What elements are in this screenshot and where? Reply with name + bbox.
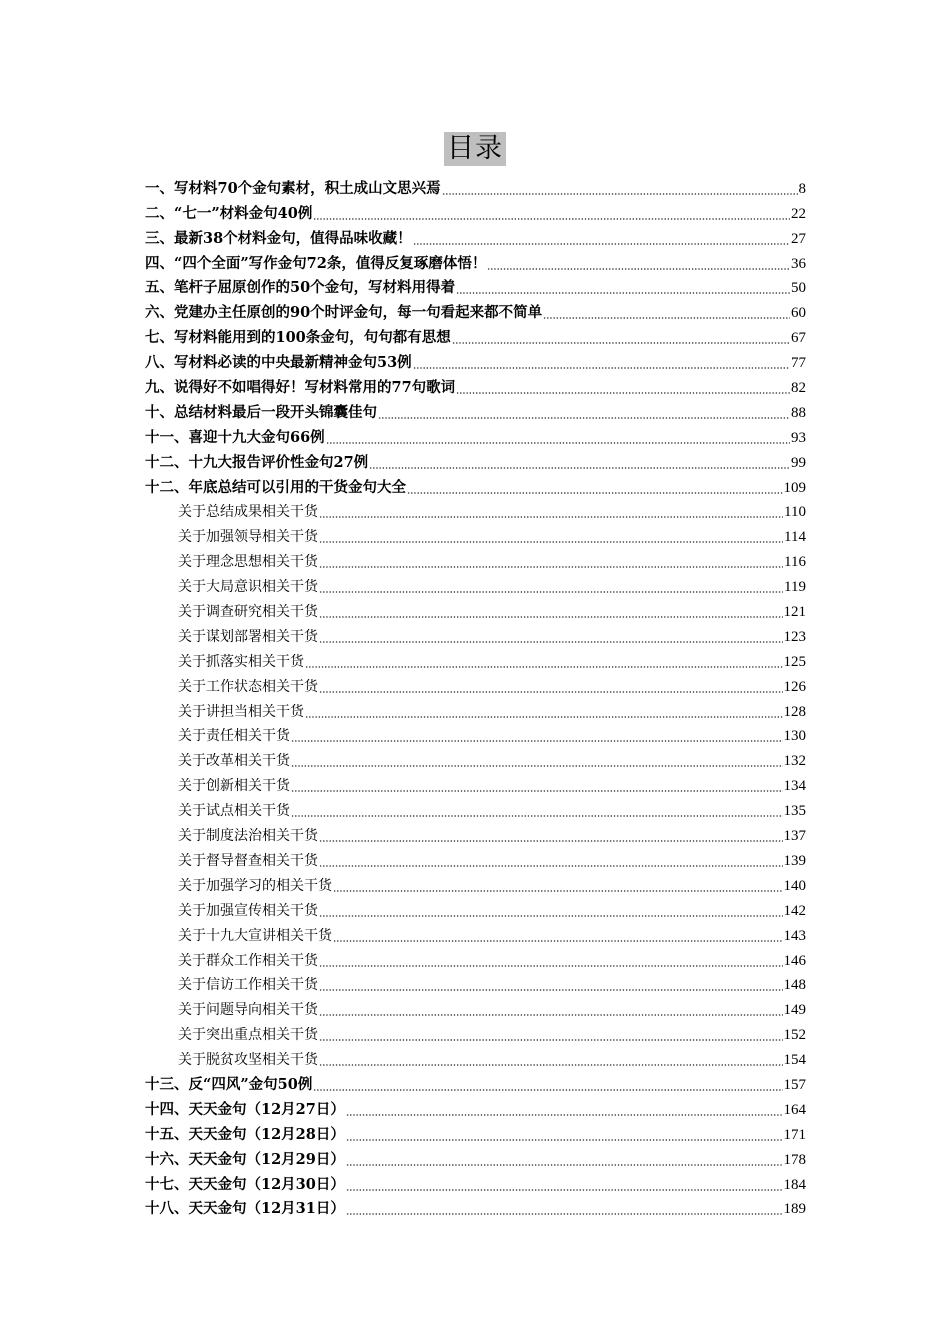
toc-subentry[interactable] (145, 597, 806, 622)
toc-entry[interactable] (145, 1095, 806, 1120)
dot-leader (319, 915, 783, 917)
dot-leader (333, 890, 783, 892)
toc-subentry[interactable] (145, 821, 806, 846)
toc-page-number: 125 (783, 653, 806, 670)
dot-leader (543, 317, 790, 319)
toc-entry-label: 十二、十九大报告评价性金句27例 (145, 453, 369, 471)
toc-entry-label: 关于创新相关干货 (178, 778, 290, 795)
dot-leader (319, 1014, 783, 1016)
toc-entry-label: 关于讲担当相关干货 (178, 703, 304, 720)
dot-leader (452, 342, 790, 344)
toc-entry-label: 关于调查研究相关干货 (178, 604, 318, 621)
toc-subentry[interactable] (145, 871, 806, 896)
toc-entry[interactable] (145, 199, 806, 224)
toc-entry[interactable] (145, 274, 806, 299)
toc-entry-label: 五、笔杆子屈原创作的50个金句，写材料用得着 (145, 279, 456, 297)
toc-entry[interactable] (145, 398, 806, 423)
toc-subentry[interactable] (145, 995, 806, 1020)
toc-entry-label: 九、说得好不如唱得好！写材料常用的77句歌词 (145, 379, 456, 397)
dot-leader (319, 1064, 783, 1066)
toc-title-container (0, 132, 950, 166)
toc-entry[interactable] (145, 249, 806, 274)
toc-page-number: 178 (783, 1151, 806, 1168)
page-title: 目录 (444, 132, 506, 166)
toc-page-number: 77 (791, 355, 806, 372)
toc-entry-label: 关于脱贫攻坚相关干货 (178, 1052, 318, 1069)
dot-leader (487, 268, 790, 270)
toc-page-number: 36 (791, 255, 806, 272)
toc-entry-label: 八、写材料必读的中央最新精神金句53例 (145, 354, 412, 372)
toc-subentry[interactable] (145, 547, 806, 572)
toc-page-number: 126 (783, 678, 806, 695)
toc-subentry[interactable] (145, 1020, 806, 1045)
toc-entry[interactable] (145, 373, 806, 398)
toc-entry-label: 关于加强宣传相关干货 (178, 902, 318, 919)
toc-subentry[interactable] (145, 498, 806, 523)
toc-entry[interactable] (145, 1120, 806, 1145)
toc-entry-label: 三、最新38个材料金句，值得品味收藏！ (145, 229, 412, 247)
dot-leader (319, 541, 783, 543)
toc-entry[interactable] (145, 224, 806, 249)
toc-entry-label: 六、党建办主任原创的90个时评金句，每一句看起来都不简单 (145, 304, 543, 322)
toc-entry-label: 关于加强领导相关干货 (178, 529, 318, 546)
toc-page-number: 93 (791, 429, 806, 446)
dot-leader (442, 193, 798, 195)
toc-entry-label: 关于抓落实相关干货 (178, 653, 304, 670)
toc-subentry[interactable] (145, 896, 806, 921)
toc-entry[interactable] (145, 323, 806, 348)
toc-entry[interactable] (145, 1195, 806, 1220)
toc-page-number: 82 (791, 380, 806, 397)
toc-page-number: 134 (783, 778, 806, 795)
toc-page-number: 140 (783, 877, 806, 894)
toc-entry-label: 关于总结成果相关干货 (178, 504, 318, 521)
toc-page-number: 149 (783, 1002, 806, 1019)
toc-entry[interactable] (145, 1170, 806, 1195)
toc-page-number: 137 (783, 828, 806, 845)
toc-page-number: 99 (791, 454, 806, 471)
toc-subentry[interactable] (145, 746, 806, 771)
toc-page-number: 184 (783, 1176, 806, 1193)
toc-page-number: 114 (784, 529, 806, 546)
toc-entry[interactable] (145, 298, 806, 323)
toc-entry-label: 关于信访工作相关干货 (178, 977, 318, 994)
toc-entry[interactable] (145, 348, 806, 373)
dot-leader (291, 790, 783, 792)
toc-entry-label: 十八、天天金句（12月31日） (145, 1200, 345, 1218)
toc-entry[interactable] (145, 473, 806, 498)
dot-leader (291, 815, 783, 817)
toc-subentry[interactable] (145, 1045, 806, 1070)
dot-leader (291, 765, 783, 767)
toc-page-number: 116 (784, 554, 806, 571)
dot-leader (413, 243, 790, 245)
dot-leader (319, 865, 783, 867)
toc-page-number: 110 (784, 504, 806, 521)
toc-entry-label: 关于加强学习的相关干货 (178, 877, 332, 894)
toc-entry[interactable] (145, 1145, 806, 1170)
dot-leader (319, 591, 783, 593)
toc-subentry[interactable] (145, 921, 806, 946)
toc-entry-label: 七、写材料能用到的100条金句，句句都有思想 (145, 329, 451, 347)
toc-entry-label: 关于理念思想相关干货 (178, 554, 318, 571)
toc-entry-label: 关于改革相关干货 (178, 753, 290, 770)
toc-entry-label: 关于大局意识相关干货 (178, 579, 318, 596)
toc-entry-label: 十五、天天金句（12月28日） (145, 1125, 345, 1143)
toc-page-number: 27 (791, 230, 806, 247)
toc-entry-label: 十六、天天金句（12月29日） (145, 1150, 345, 1168)
toc-page-number: 88 (791, 404, 806, 421)
table-of-contents (145, 174, 806, 1219)
dot-leader (346, 1213, 783, 1215)
toc-subentry[interactable] (145, 572, 806, 597)
dot-leader (305, 666, 783, 668)
toc-entry-label: 关于突出重点相关干货 (178, 1027, 318, 1044)
dot-leader (313, 1089, 782, 1091)
dot-leader (319, 965, 783, 967)
toc-entry-label: 十三、反“四风”金句50例 (145, 1075, 313, 1093)
dot-leader (326, 442, 790, 444)
toc-entry-label: 十、总结材料最后一段开头锦囊佳句 (145, 403, 377, 421)
toc-entry-label: 关于十九大宣讲相关干货 (178, 927, 332, 944)
toc-page-number: 50 (791, 280, 806, 297)
toc-entry-label: 关于制度法治相关干货 (178, 828, 318, 845)
dot-leader (319, 616, 783, 618)
toc-entry-label: 四、“四个全面”写作金句72条，值得反复琢磨体悟！ (145, 254, 487, 272)
toc-entry-label: 关于问题导向相关干货 (178, 1002, 318, 1019)
toc-subentry[interactable] (145, 946, 806, 971)
dot-leader (378, 417, 790, 419)
toc-entry-label: 关于试点相关干货 (178, 803, 290, 820)
toc-page-number: 154 (783, 1052, 806, 1069)
toc-subentry[interactable] (145, 796, 806, 821)
dot-leader (291, 740, 783, 742)
toc-entry-label: 关于群众工作相关干货 (178, 952, 318, 969)
toc-page-number: 130 (783, 728, 806, 745)
toc-entry-label: 关于工作状态相关干货 (178, 678, 318, 695)
toc-page-number: 143 (783, 927, 806, 944)
toc-subentry[interactable] (145, 771, 806, 796)
dot-leader (319, 691, 783, 693)
toc-page-number: 171 (783, 1126, 806, 1143)
toc-subentry[interactable] (145, 722, 806, 747)
dot-leader (319, 989, 783, 991)
toc-subentry[interactable] (145, 971, 806, 996)
toc-subentry[interactable] (145, 697, 806, 722)
dot-leader (456, 292, 790, 294)
toc-subentry[interactable] (145, 846, 806, 871)
toc-entry-label: 十四、天天金句（12月27日） (145, 1100, 345, 1118)
toc-page-number: 67 (791, 330, 806, 347)
toc-subentry[interactable] (145, 672, 806, 697)
dot-leader (319, 1039, 783, 1041)
dot-leader (319, 516, 783, 518)
toc-entry[interactable] (145, 174, 806, 199)
toc-entry-label: 关于督导督查相关干货 (178, 852, 318, 869)
toc-page-number: 146 (783, 952, 806, 969)
dot-leader (319, 641, 783, 643)
toc-page-number: 128 (783, 703, 806, 720)
dot-leader (369, 467, 790, 469)
toc-page-number: 60 (791, 305, 806, 322)
toc-subentry[interactable] (145, 622, 806, 647)
dot-leader (313, 218, 790, 220)
toc-entry[interactable] (145, 423, 806, 448)
toc-page-number: 164 (783, 1101, 806, 1118)
dot-leader (305, 716, 783, 718)
toc-page-number: 119 (784, 579, 806, 596)
toc-page-number: 8 (798, 180, 806, 197)
toc-entry[interactable] (145, 448, 806, 473)
dot-leader (346, 1189, 783, 1191)
dot-leader (333, 940, 783, 942)
toc-entry-label: 十一、喜迎十九大金句66例 (145, 428, 325, 446)
dot-leader (456, 392, 790, 394)
toc-page-number: 139 (783, 852, 806, 869)
toc-entry-label: 关于谋划部署相关干货 (178, 628, 318, 645)
toc-page-number: 132 (783, 753, 806, 770)
dot-leader (413, 367, 790, 369)
dot-leader (346, 1114, 783, 1116)
toc-page-number: 109 (783, 479, 806, 496)
toc-page-number: 22 (791, 205, 806, 222)
toc-page-number: 152 (783, 1027, 806, 1044)
toc-entry-label: 十二、年底总结可以引用的干货金句大全 (145, 478, 406, 496)
toc-page-number: 121 (783, 604, 806, 621)
dot-leader (346, 1164, 783, 1166)
toc-page-number: 157 (783, 1076, 806, 1093)
toc-page-number: 148 (783, 977, 806, 994)
toc-page-number: 123 (783, 628, 806, 645)
dot-leader (319, 566, 783, 568)
toc-page-number: 142 (783, 902, 806, 919)
dot-leader (407, 492, 783, 494)
toc-entry-label: 二、“七一”材料金句40例 (145, 204, 313, 222)
toc-entry[interactable] (145, 1070, 806, 1095)
toc-subentry[interactable] (145, 647, 806, 672)
toc-entry-label: 十七、天天金句（12月30日） (145, 1175, 345, 1193)
toc-subentry[interactable] (145, 522, 806, 547)
toc-entry-label: 关于责任相关干货 (178, 728, 290, 745)
toc-page-number: 135 (783, 803, 806, 820)
toc-entry-label: 一、写材料70个金句素材，积土成山文思兴焉 (145, 179, 441, 197)
dot-leader (319, 840, 783, 842)
dot-leader (346, 1139, 783, 1141)
toc-page-number: 189 (783, 1201, 806, 1218)
